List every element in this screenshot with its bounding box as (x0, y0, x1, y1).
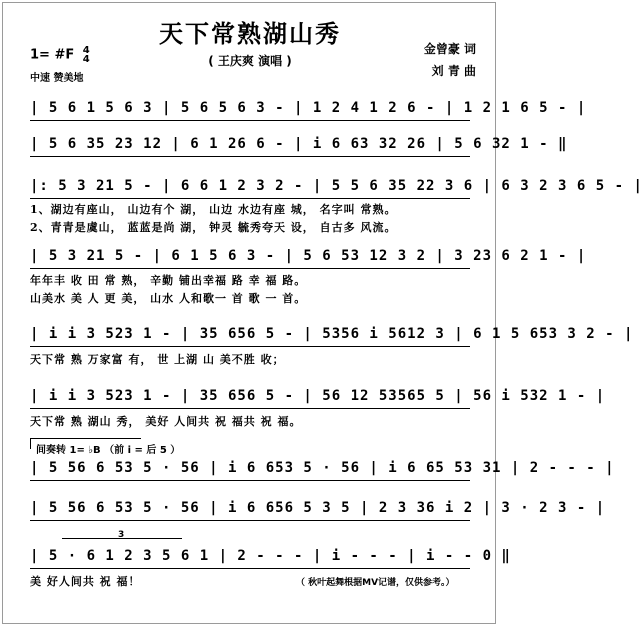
interlude-label: 间奏转 1= ♭B （前 i = 后 5 ） (36, 445, 181, 456)
lyric-row-6: 天下常 熟 湖山 秀， 美好 人间共 祝 福共 祝 福。 (30, 415, 302, 428)
score-row-1: | 5 6 1 5 6 3 | 5 6 5 6 3 - | 1 2 4 1 2 6 - | 1 2 1 6 5 - | (30, 100, 587, 116)
underline-row-4 (30, 268, 470, 269)
time-signature (83, 46, 90, 64)
time-top: 4 (82, 45, 90, 56)
underline-row-1 (30, 120, 470, 121)
underline-row-2 (30, 156, 470, 157)
score-row-9: | 5 · 6 1 2 3 5 6 1 | 2 - - - | i - - - | i - - 0 ‖ (30, 548, 511, 564)
score-row-8: | 5 56 6 53 5 · 56 | i 6 656 5 3 5 | 2 3 36 i 2 | 3 · 2 3 - | (30, 500, 606, 516)
tempo-marking: 中速 赞美地 (30, 73, 84, 84)
lyric-row-4-verse-1: 年年丰 收 田 常 熟， 辛勤 铺出幸福 路 幸 福 路。 (30, 274, 307, 287)
key-signature (30, 46, 90, 64)
score-row-5: | i i 3 523 1 - | 35 656 5 - | 5356 i 5612 3 | 6 1 5 653 3 2 - | (30, 326, 634, 342)
key-label: 1= #F (30, 47, 75, 63)
underline-row-7 (30, 480, 470, 481)
underline-row-8 (30, 520, 470, 521)
underline-row-3 (30, 198, 470, 199)
triplet-mark: 3 (118, 530, 125, 540)
score-row-2: | 5 6 35 23 12 | 6 1 26 6 - | i 6 63 32 26 | 5 6 32 1 - ‖ (30, 136, 568, 152)
page-border (2, 2, 496, 624)
lyric-row-3-verse-2: 2、青青是虞山， 蓝蓝是尚 湖， 钟灵 毓秀夸天 设， 自古多 风流。 (30, 221, 397, 234)
composer-credit: 刘 青 曲 (431, 64, 476, 78)
score-row-3: |: 5 3 21 5 - | 6 6 1 2 3 2 - | 5 5 6 35 22 3 6 | 6 3 2 3 6 5 - | (30, 178, 643, 194)
score-row-4: | 5 3 21 5 - | 6 1 5 6 3 - | 5 6 53 12 3 2 | 3 23 6 2 1 - | (30, 248, 587, 264)
lyric-row-5: 天下常 熟 万家富 有， 世 上湖 山 美不胜 收； (30, 353, 285, 366)
underline-row-5 (30, 346, 470, 347)
transcription-footnote: （ 秋叶起舞根据MV记谱，仅供参考。） (296, 578, 455, 588)
lyric-row-9: 美 好人间共 祝 福！ (30, 575, 141, 588)
score-row-6: | i i 3 523 1 - | 35 656 5 - | 56 12 53565 5 | 56 i 532 1 - | (30, 388, 606, 404)
underline-row-9 (30, 568, 470, 569)
underline-row-6 (30, 408, 470, 409)
score-row-7: | 5 56 6 53 5 · 56 | i 6 653 5 · 56 | i 6 65 53 31 | 2 - - - | (30, 460, 615, 476)
lyric-row-3-verse-1: 1、湖边有座山， 山边有个 湖， 山边 水边有座 城， 名字叫 常熟。 (30, 203, 397, 216)
triplet-slur (62, 538, 182, 539)
song-title: 天下常熟湖山秀 (159, 19, 341, 48)
time-bottom: 4 (82, 54, 90, 65)
lyric-row-4-verse-2: 山美水 美 人 更 美， 山水 人和歌一 首 歌 一 首。 (30, 292, 307, 305)
performer-subtitle: ( 王庆爽 演唱 ) (208, 54, 292, 68)
lyricist-credit: 金曾豪 词 (423, 42, 476, 56)
